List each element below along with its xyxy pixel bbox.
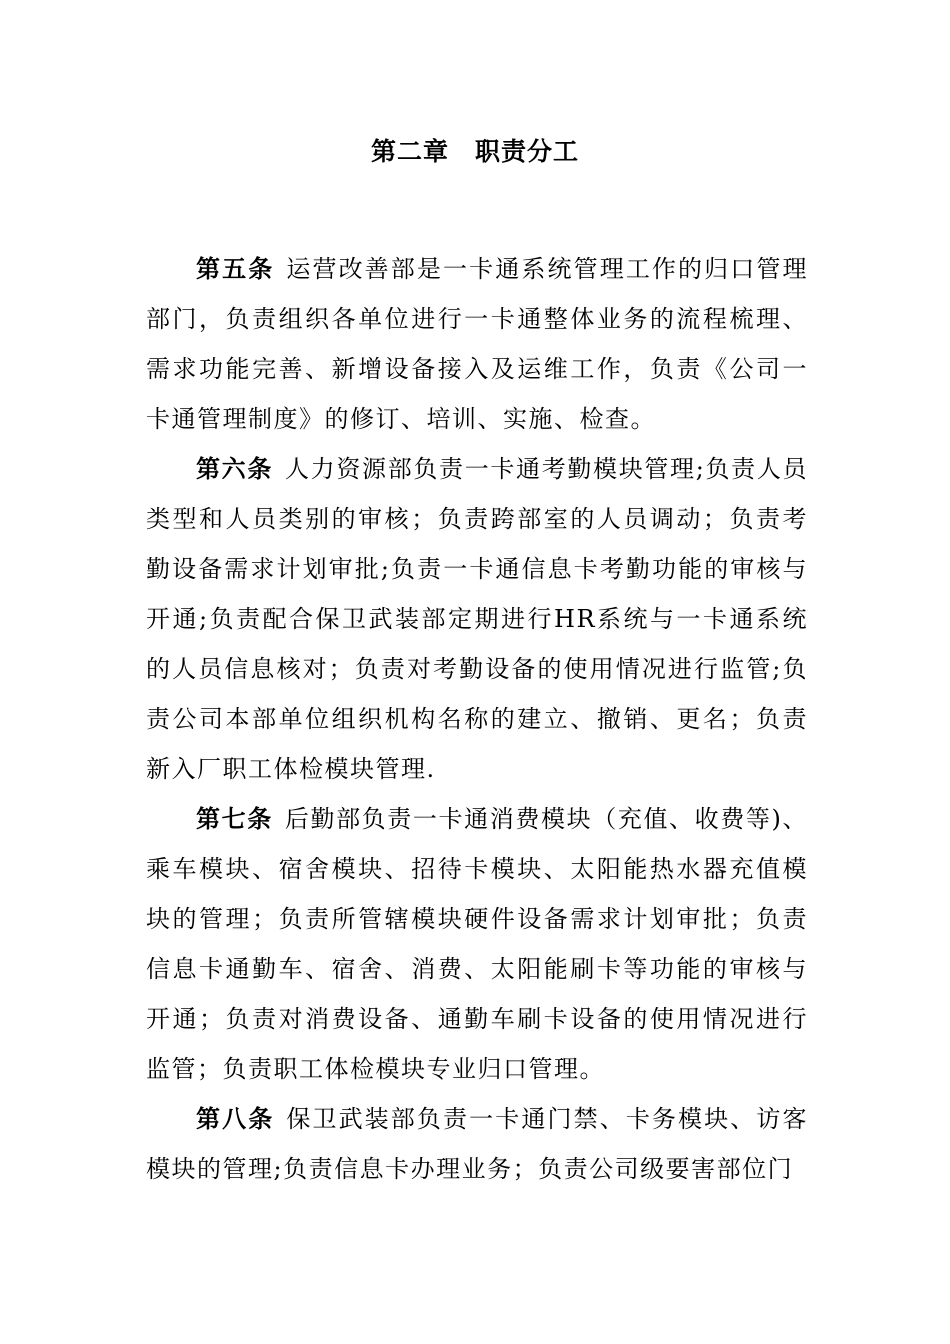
article-label: 第七条 xyxy=(196,804,273,833)
article-label: 第八条 xyxy=(196,1104,275,1133)
article-text: 人力资源部负责一卡通考勤模块管理;负责人员类型和人员类别的审核；负责跨部室的人员调动；负责考勤设备需求计划审批;负责一卡通信息卡考勤功能的审核与开通;负责配合保卫武装部定期进行HR系统与一卡通系统的人员信息核对；负责对考勤设备的使用情况进行监管;负责公司本部单位组织机构名称的建立、撤销、更名；负责新入厂职工体检模块管理. xyxy=(146,455,808,783)
article-label: 第五条 xyxy=(196,254,275,283)
chapter-title: 第二章 职责分工 xyxy=(370,137,579,166)
document-body xyxy=(146,244,808,1194)
article-text: 后勤部负责一卡通消费模块（充值、收费等)、乘车模块、宿舍模块、招待卡模块、太阳能热水器充值模块的管理；负责所管辖模块硬件设备需求计划审批；负责信息卡通勤车、宿舍、消费、太阳能刷卡等功能的审核与开通；负责对消费设备、通勤车刷卡设备的使用情况进行监管；负责职工体检模块专业归口管理。 xyxy=(146,805,808,1083)
article-text: 运营改善部是一卡通系统管理工作的归口管理部门，负责组织各单位进行一卡通整体业务的流程梳理、需求功能完善、新增设备接入及运维工作，负责《公司一卡通管理制度》的修订、培训、实施、检查。 xyxy=(146,255,809,433)
article-8 xyxy=(146,1094,808,1194)
article-6 xyxy=(146,444,808,794)
article-5 xyxy=(146,244,808,444)
article-text: 保卫武装部负责一卡通门禁、卡务模块、访客模块的管理;负责信息卡办理业务；负责公司级要害部位门 xyxy=(146,1105,809,1183)
article-label: 第六条 xyxy=(196,454,274,483)
article-7 xyxy=(146,794,808,1094)
